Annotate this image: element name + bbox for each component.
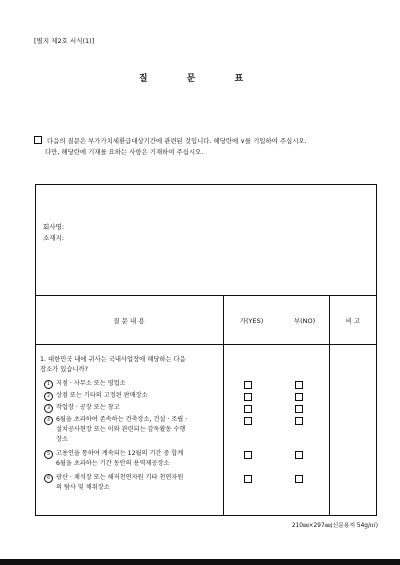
question-item [44,391,224,401]
form-reference: [별지 제2호 서식(1)] [34,37,95,45]
question-item [44,415,224,445]
no-checkbox[interactable] [295,405,303,413]
circled-number-icon: 6 [44,474,53,483]
no-checkbox[interactable] [295,451,303,459]
item-text: 설치공사현장 또는 이와 관련되는 감독활동 수행 [56,426,186,433]
header-content: 질 문 내 용 [113,316,145,325]
item-text: 작업장 · 공장 또는 창고 [56,404,120,411]
no-checkbox[interactable] [295,475,303,483]
question-item [44,449,224,469]
no-checkbox[interactable] [295,381,303,389]
no-checkbox[interactable] [295,393,303,401]
item-text: 상점 또는 기타의 고정된 판매장소 [56,392,148,399]
item-text: 장소 [56,436,68,443]
question-item [44,379,224,389]
item-text: 지점 · 사무소 또는 영업소 [56,380,126,387]
paper-size-note: 210㎜×297㎜(신문용지 54g/㎡) [291,523,378,529]
item-text: 6월을 초과하여 존속하는 건축장소, 건설 · 조립 · [56,416,188,423]
company-address-label: 소재지: [43,234,65,242]
item-text: 6월을 초과하는 기간 동안의 용역제공장소 [56,460,170,467]
yes-checkbox[interactable] [244,381,252,389]
yes-checkbox[interactable] [244,405,252,413]
yes-checkbox[interactable] [244,393,252,401]
question-1-line-1: 1. 대한민국 내에 귀사는 국내사업장에 해당하는 다음 [40,356,186,363]
header-remarks: 비 고 [345,316,361,325]
no-checkbox[interactable] [295,417,303,425]
notice-text [34,136,384,158]
table-header [35,295,377,345]
notice-line-1: 다음의 질문은 부가가치세환급대상기간에 관련된 것입니다. 해당란에 ∨를 기입하여 주십시오. [47,137,307,145]
company-info [43,222,64,244]
company-name-label: 회사명: [43,223,65,231]
header-yes: 가(YES) [239,316,264,325]
item-text: 의 탐사 및 채취장소 [56,484,110,491]
column-divider [329,295,330,516]
question-1-title [40,355,220,375]
item-text: 광산 · 채석장 또는 해저천연자원 기타 천연자원 [56,474,184,481]
circled-number-icon: 2 [44,392,53,401]
question-1-line-2: 장소가 있습니까? [40,366,88,373]
circled-number-icon: 5 [44,450,53,459]
item-text: 고용인을 통하여 계속되는 12월의 기간 중 합계 [56,450,184,457]
checkbox-icon [34,136,42,144]
page-title: 질 문 표 [138,74,262,84]
yes-checkbox[interactable] [244,451,252,459]
yes-checkbox[interactable] [244,475,252,483]
notice-line-2: 다만, 해당란에 기재를 요하는 사항은 기재하여 주십시오. [45,148,204,156]
circled-number-icon: 4 [44,416,53,425]
question-item [44,403,224,413]
circled-number-icon: 1 [44,380,53,389]
yes-checkbox[interactable] [244,417,252,425]
bottom-border [0,559,400,565]
header-no: 부(NO) [293,316,316,325]
circled-number-icon: 3 [44,404,53,413]
question-item [44,473,224,493]
